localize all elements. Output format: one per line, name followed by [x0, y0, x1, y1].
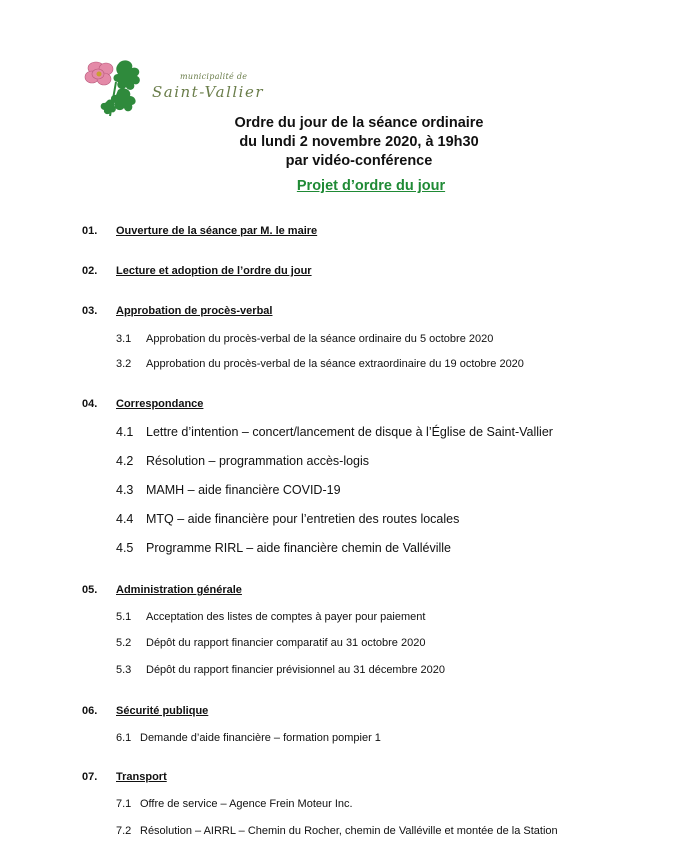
item-number: 7.1 [116, 798, 132, 810]
section-number: 04. [82, 398, 98, 410]
item-number: 5.3 [116, 664, 132, 676]
item-number: 3.1 [116, 333, 132, 345]
section-number: 01. [82, 225, 98, 237]
section-number: 06. [82, 705, 98, 717]
section-title: Sécurité publique [116, 705, 209, 717]
section-number: 03. [82, 305, 98, 317]
item-text: MAMH – aide financière COVID-19 [146, 483, 341, 497]
section-title: Transport [116, 771, 167, 783]
item-text: Lettre d’intention – concert/lancement de disque à l’Église de Saint-Vallier [146, 425, 553, 439]
item-text: Offre de service – Agence Frein Moteur Inc. [140, 798, 353, 810]
item-text: Résolution – programmation accès-logis [146, 454, 370, 468]
item-number: 3.2 [116, 358, 132, 370]
section-title: Approbation de procès-verbal [116, 305, 273, 317]
logo-small-text: municipalité de [180, 72, 248, 81]
item-number: 5.2 [116, 637, 132, 649]
flower-logo-icon [82, 56, 152, 118]
item-text: Approbation du procès-verbal de la séance extraordinaire du 19 octobre 2020 [146, 358, 524, 370]
item-number: 4.2 [116, 454, 134, 468]
item-number: 7.2 [116, 825, 132, 837]
item-number: 4.5 [116, 541, 134, 555]
header-line-1: Ordre du jour de la séance ordinaire [234, 115, 484, 131]
section-title: Ouverture de la séance par M. le maire [116, 225, 318, 237]
header-line-2: du lundi 2 novembre 2020, à 19h30 [239, 134, 479, 150]
logo-municipality-name: Saint-Vallier [152, 83, 265, 101]
item-text: Résolution – AIRRL – Chemin du Rocher, chemin de Valléville et montée de la Station [140, 825, 558, 837]
section-title: Lecture et adoption de l’ordre du jour [116, 265, 312, 277]
item-text: Dépôt du rapport financier comparatif au 31 octobre 2020 [146, 637, 426, 649]
section-number: 07. [82, 771, 98, 783]
item-number: 4.3 [116, 483, 134, 497]
item-text: Programme RIRL – aide financière chemin de Valléville [146, 541, 452, 555]
item-text: Demande d’aide financière – formation pompier 1 [140, 732, 381, 744]
item-text: Dépôt du rapport financier prévisionnel au 31 décembre 2020 [146, 664, 446, 676]
subtitle-text: Projet d’ordre du jour [296, 178, 446, 194]
section-title: Administration générale [116, 584, 242, 596]
document-header [0, 114, 690, 171]
item-number: 4.1 [116, 425, 134, 439]
item-number: 6.1 [116, 732, 132, 744]
item-text: MTQ – aide financière pour l’entretien des routes locales [146, 512, 460, 526]
section-title: Correspondance [116, 398, 204, 410]
item-text: Approbation du procès-verbal de la séance ordinaire du 5 octobre 2020 [146, 333, 494, 345]
municipality-logo [82, 56, 282, 118]
item-text: Acceptation des listes de comptes à payer pour paiement [146, 611, 426, 623]
section-number: 05. [82, 584, 98, 596]
document-subtitle [0, 178, 690, 194]
section-number: 02. [82, 265, 98, 277]
header-line-3: par vidéo-conférence [285, 153, 433, 169]
item-number: 5.1 [116, 611, 132, 623]
item-number: 4.4 [116, 512, 134, 526]
